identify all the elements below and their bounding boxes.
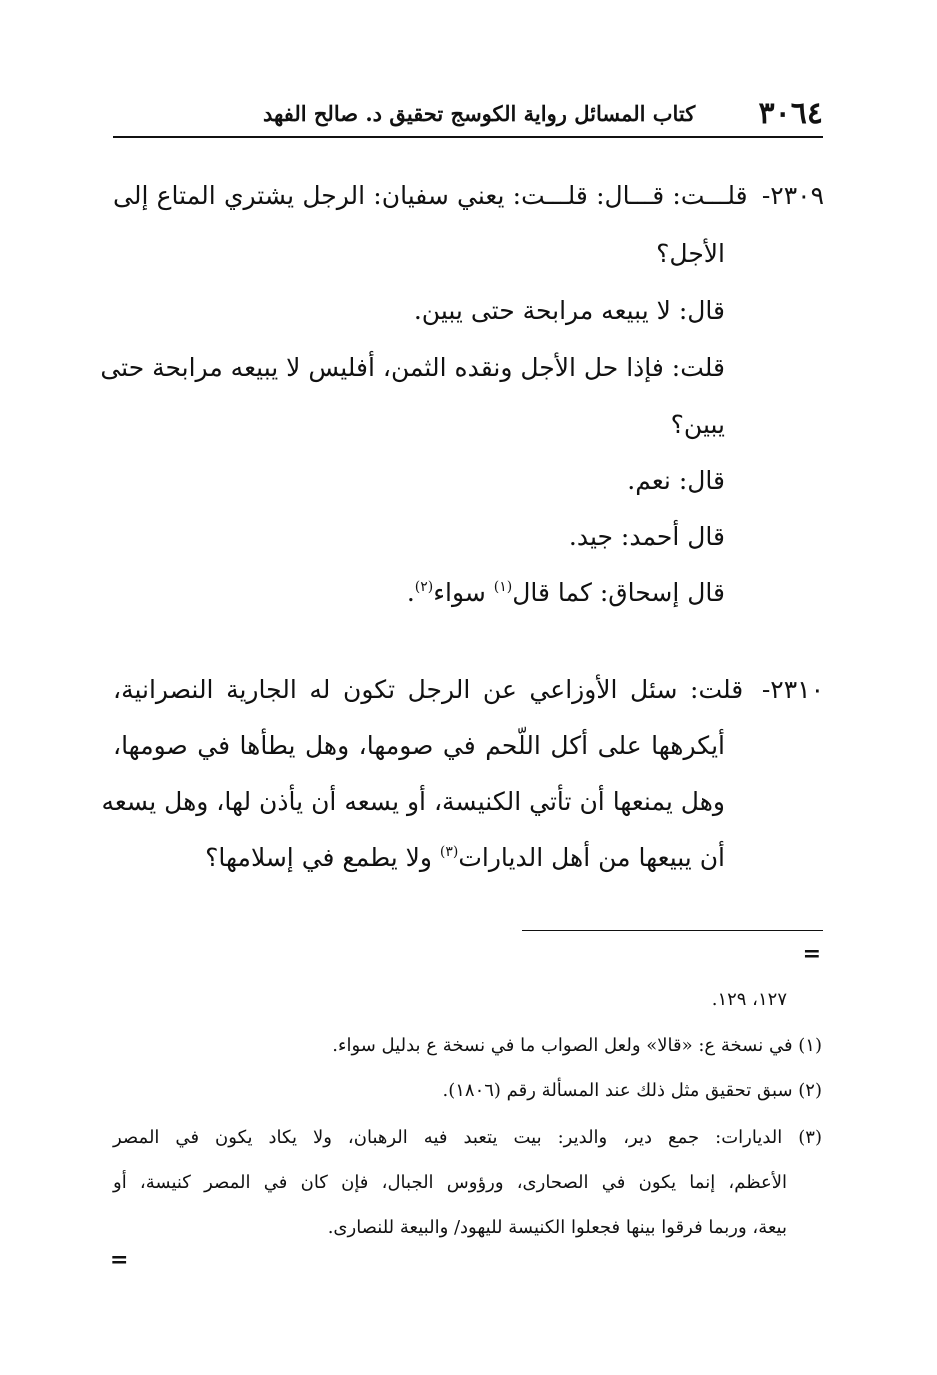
entry-2309-line-4: قلت: فإذا حل الأجل ونقده الثمن، أفليس لا يبيعه مرابحة حتى — [100, 353, 725, 382]
entry-2310-number: ٢٣١٠- — [761, 675, 824, 704]
entry-2309-number: ٢٣٠٩- — [761, 181, 824, 210]
entry-2310-line-2: أيكرهها على أكل اللّحم في صومها، وهل يطأها في صومها، — [113, 731, 725, 760]
entry-2309-line-1 — [113, 176, 824, 216]
end-continuation-mark: = — [110, 1247, 129, 1273]
footnote-2: (٢) سبق تحقيق مثل ذلك عند المسألة رقم (١٨٠٦). — [442, 1080, 822, 1101]
entry-2309-line-6: قال: نعم. — [627, 466, 725, 495]
entry-2309-line-2: الأجل؟ — [656, 239, 725, 268]
entry-2310-line-4 — [205, 838, 725, 878]
footnote-rule — [522, 930, 823, 931]
book-title: كتاب المسائل رواية الكوسج تحقيق د. صالح الفهد — [263, 101, 696, 126]
running-header — [113, 92, 823, 132]
entry-2309-text-8c: . — [406, 578, 415, 607]
footnote-3-line-3: بيعة، وربما فرقوا بينها فجعلوا الكنيسة لليهود/ والبيعة للنصارى. — [327, 1217, 787, 1238]
footnote-carry-line: ١٢٧، ١٢٩. — [711, 989, 787, 1010]
entry-2309-text-1: قلـــت: قـــال: قلـــت: يعني سفيان: الرجل يشتري المتاع إلى — [113, 181, 748, 210]
entry-2310-text-4b: ولا يطمع في إسلامها؟ — [205, 843, 440, 872]
entry-2309-line-8 — [407, 573, 725, 613]
entry-2309-line-5: يبين؟ — [670, 410, 725, 439]
entry-2309-text-8a: قال إسحاق: كما قال — [512, 578, 725, 607]
entry-2310-text-4a: أن يبيعها من أهل الديارات — [458, 843, 725, 872]
entry-2309-text-8b: سواء — [433, 578, 494, 607]
continuation-mark: = — [802, 941, 821, 967]
header-rule — [113, 136, 823, 138]
footnote-1: (١) في نسخة ع: «قالا» ولعل الصواب ما في نسخة ع بدليل سواء. — [332, 1035, 822, 1056]
entry-2310-line-1 — [113, 670, 824, 710]
page-number: ٣٠٦٤ — [758, 96, 823, 131]
entry-2310-line-3: وهل يمنعها أن تأتي الكنيسة، أو يسعه أن يأذن لها، وهل يسعه — [101, 787, 725, 816]
footnote-ref-1: (١) — [493, 579, 513, 595]
entry-2309-line-7: قال أحمد: جيد. — [568, 522, 725, 551]
footnote-ref-2: (٢) — [414, 579, 434, 595]
footnote-3-line-1: (٣) الديارات: جمع دير، والدير: بيت يتعبد فيه الرهبان، ولا يكاد يكون في المصر — [113, 1127, 822, 1148]
footnote-3-line-2: الأعظم، إنما يكون في الصحارى، ورؤوس الجبال، فإن كان في المصر كنيسة، أو — [113, 1172, 787, 1193]
entry-2310-text-1: قلت: سئل الأوزاعي عن الرجل تكون له الجارية النصرانية، — [113, 675, 744, 704]
footnote-ref-3: (٣) — [439, 844, 459, 860]
entry-2309-line-3: قال: لا يبيعه مرابحة حتى يبين. — [413, 296, 725, 325]
